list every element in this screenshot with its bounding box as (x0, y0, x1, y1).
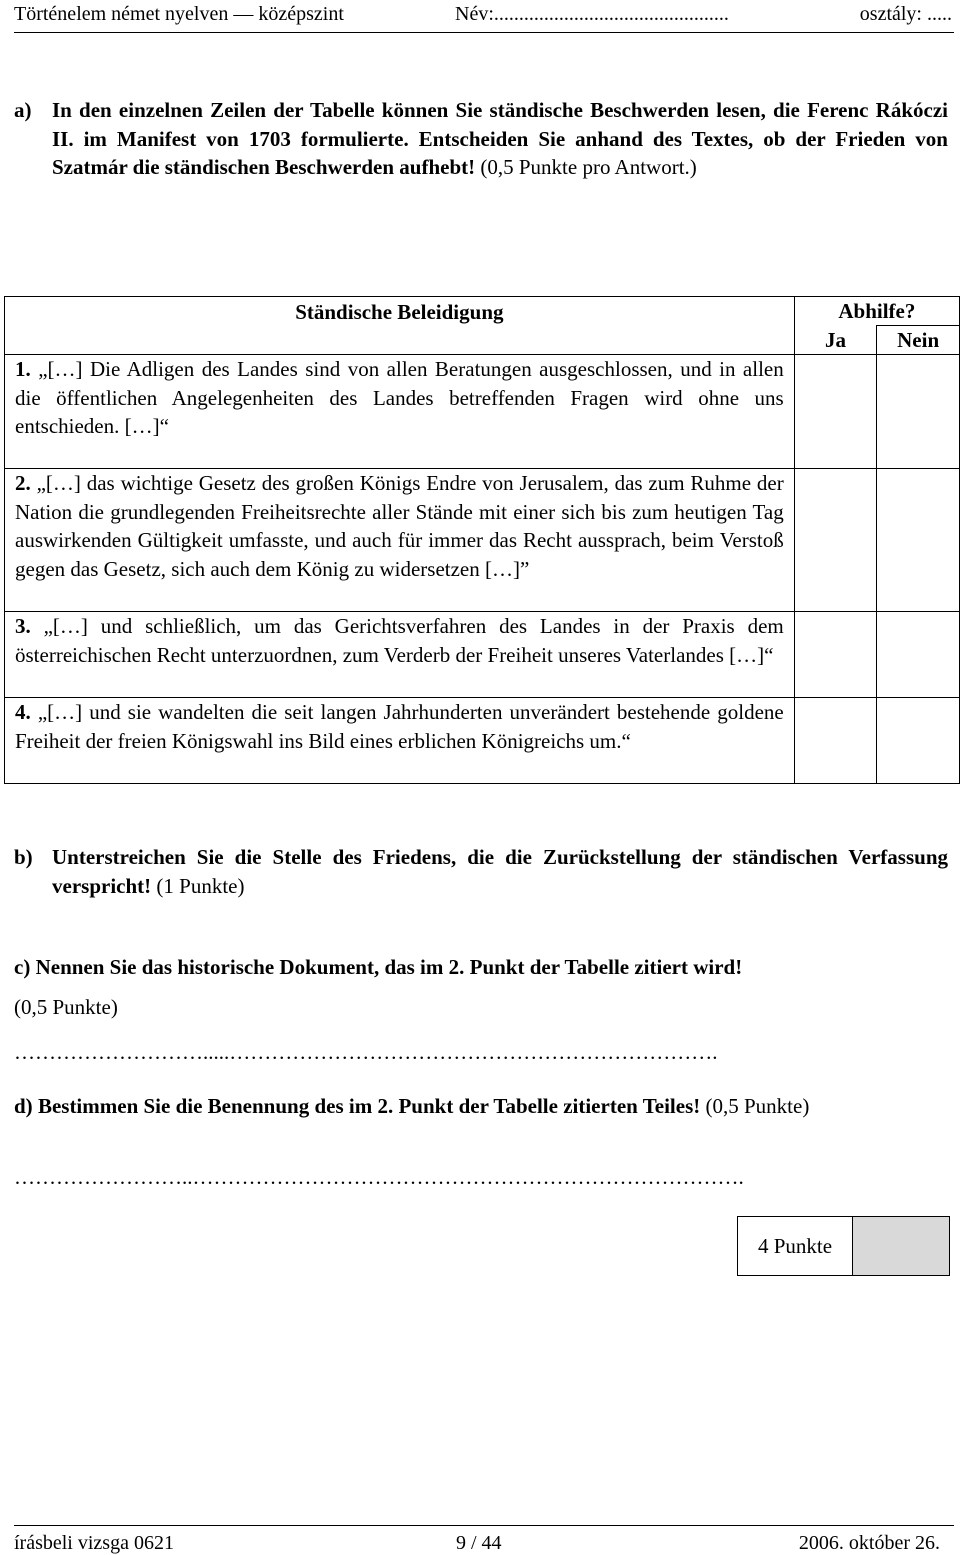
answer-cell-3-no[interactable] (877, 612, 960, 698)
task-a-points: (0,5 Punkte pro Antwort.) (480, 155, 697, 179)
task-d-instruction: Bestimmen Sie die Benennung des im 2. Punkt der Tabelle zitierten Teiles! (37, 1094, 701, 1118)
table-row (5, 612, 960, 698)
grievance-2: 2. „[…] das wichtige Gesetz des großen Königs Endre von Jerusalem, das zum Ruhme der Nation die grundlegenden Freiheitsrechte aller Stände mit einer sich bis zum heutigen Tag auswirkenden Gültigkeit umfasste, und auch für immer das Recht aussprach, beim Verstoß gegen das Gesetz, sich auch dem König zu widersetzen […]” (5, 469, 795, 612)
table-header-grievance: Ständische Beleidigung (5, 297, 795, 355)
task-c (14, 953, 948, 982)
task-a-label: a) (14, 98, 32, 122)
answer-cell-3-yes[interactable] (794, 612, 877, 698)
task-d-answer-line[interactable]: ……………………..……………………………………………………………………. (14, 1165, 744, 1189)
task-c-label: c) (14, 955, 31, 979)
task-d-points: (0,5 Punkte) (705, 1094, 810, 1118)
header-class-field: osztály: ..... (859, 3, 952, 25)
answer-cell-2-no[interactable] (877, 469, 960, 612)
score-box (737, 1216, 950, 1276)
page-header (14, 0, 954, 33)
score-label: 4 Punkte (738, 1217, 853, 1275)
task-b-points: (1 Punkte) (156, 873, 245, 898)
page-footer (14, 1525, 954, 1554)
answer-cell-4-yes[interactable] (794, 698, 877, 784)
task-c-answer-line[interactable]: ……………………….....……………………………………………………………. (14, 1040, 718, 1064)
answer-cell-1-yes[interactable] (794, 355, 877, 469)
task-c-points: (0,5 Punkte) (14, 995, 118, 1019)
table-header-no: Nein (877, 326, 960, 355)
table-row (5, 355, 960, 469)
table-header-remedy: Abhilfe? (794, 297, 959, 326)
footer-date: 2006. október 26. (798, 1532, 940, 1554)
footer-exam: írásbeli vizsga 0621 (14, 1532, 174, 1554)
table-header-yes: Ja (794, 326, 877, 355)
grievance-1: 1. „[…] Die Adligen des Landes sind von allen Beratungen ausgeschlossen, und in allen die öffentlichen Angelegenheiten des Landes betreffenden Fragen wird ohne uns entschieden. […]“ (5, 355, 795, 469)
grievance-table (4, 296, 960, 784)
table-row (5, 469, 960, 612)
score-input-cell[interactable] (853, 1217, 949, 1275)
task-a-text (52, 96, 948, 182)
task-b-instruction: Unterstreichen Sie die Stelle des Friedens, die die Zurückstellung der ständischen Verfassung verspricht! (52, 845, 948, 898)
footer-page-number: 9 / 44 (456, 1532, 502, 1554)
task-b (14, 843, 948, 900)
answer-cell-2-yes[interactable] (794, 469, 877, 612)
task-a-instruction: In den einzelnen Zeilen der Tabelle können Sie ständische Beschwerden lesen, die Ferenc Rákóczi II. im Manifest von 1703 formulierte. Entscheiden Sie anhand des Textes, ob der Frieden von Szatmár die ständischen Beschwerden aufhebt! (52, 98, 948, 179)
header-name-field: Név:............................................... (455, 3, 729, 25)
task-d-label: d) (14, 1094, 33, 1118)
task-d (14, 1092, 948, 1121)
grievance-3: 3. „[…] und schließlich, um das Gerichtsverfahren des Landes in der Praxis dem österreichischen Recht unterzuordnen, zum Verderb der Freiheit unseres Vaterlandes […]“ (5, 612, 795, 698)
answer-cell-4-no[interactable] (877, 698, 960, 784)
task-c-instruction: Nennen Sie das historische Dokument, das im 2. Punkt der Tabelle zitiert wird! (35, 955, 743, 979)
header-subject: Történelem német nyelven — középszint (14, 3, 344, 25)
answer-cell-1-no[interactable] (877, 355, 960, 469)
task-a (14, 96, 948, 182)
task-b-label: b) (14, 845, 33, 869)
table-row (5, 698, 960, 784)
grievance-4: 4. „[…] und sie wandelten die seit langen Jahrhunderten unverändert bestehende goldene Freiheit der freien Königswahl ins Bild eines erblichen Königreichs um.“ (5, 698, 795, 784)
